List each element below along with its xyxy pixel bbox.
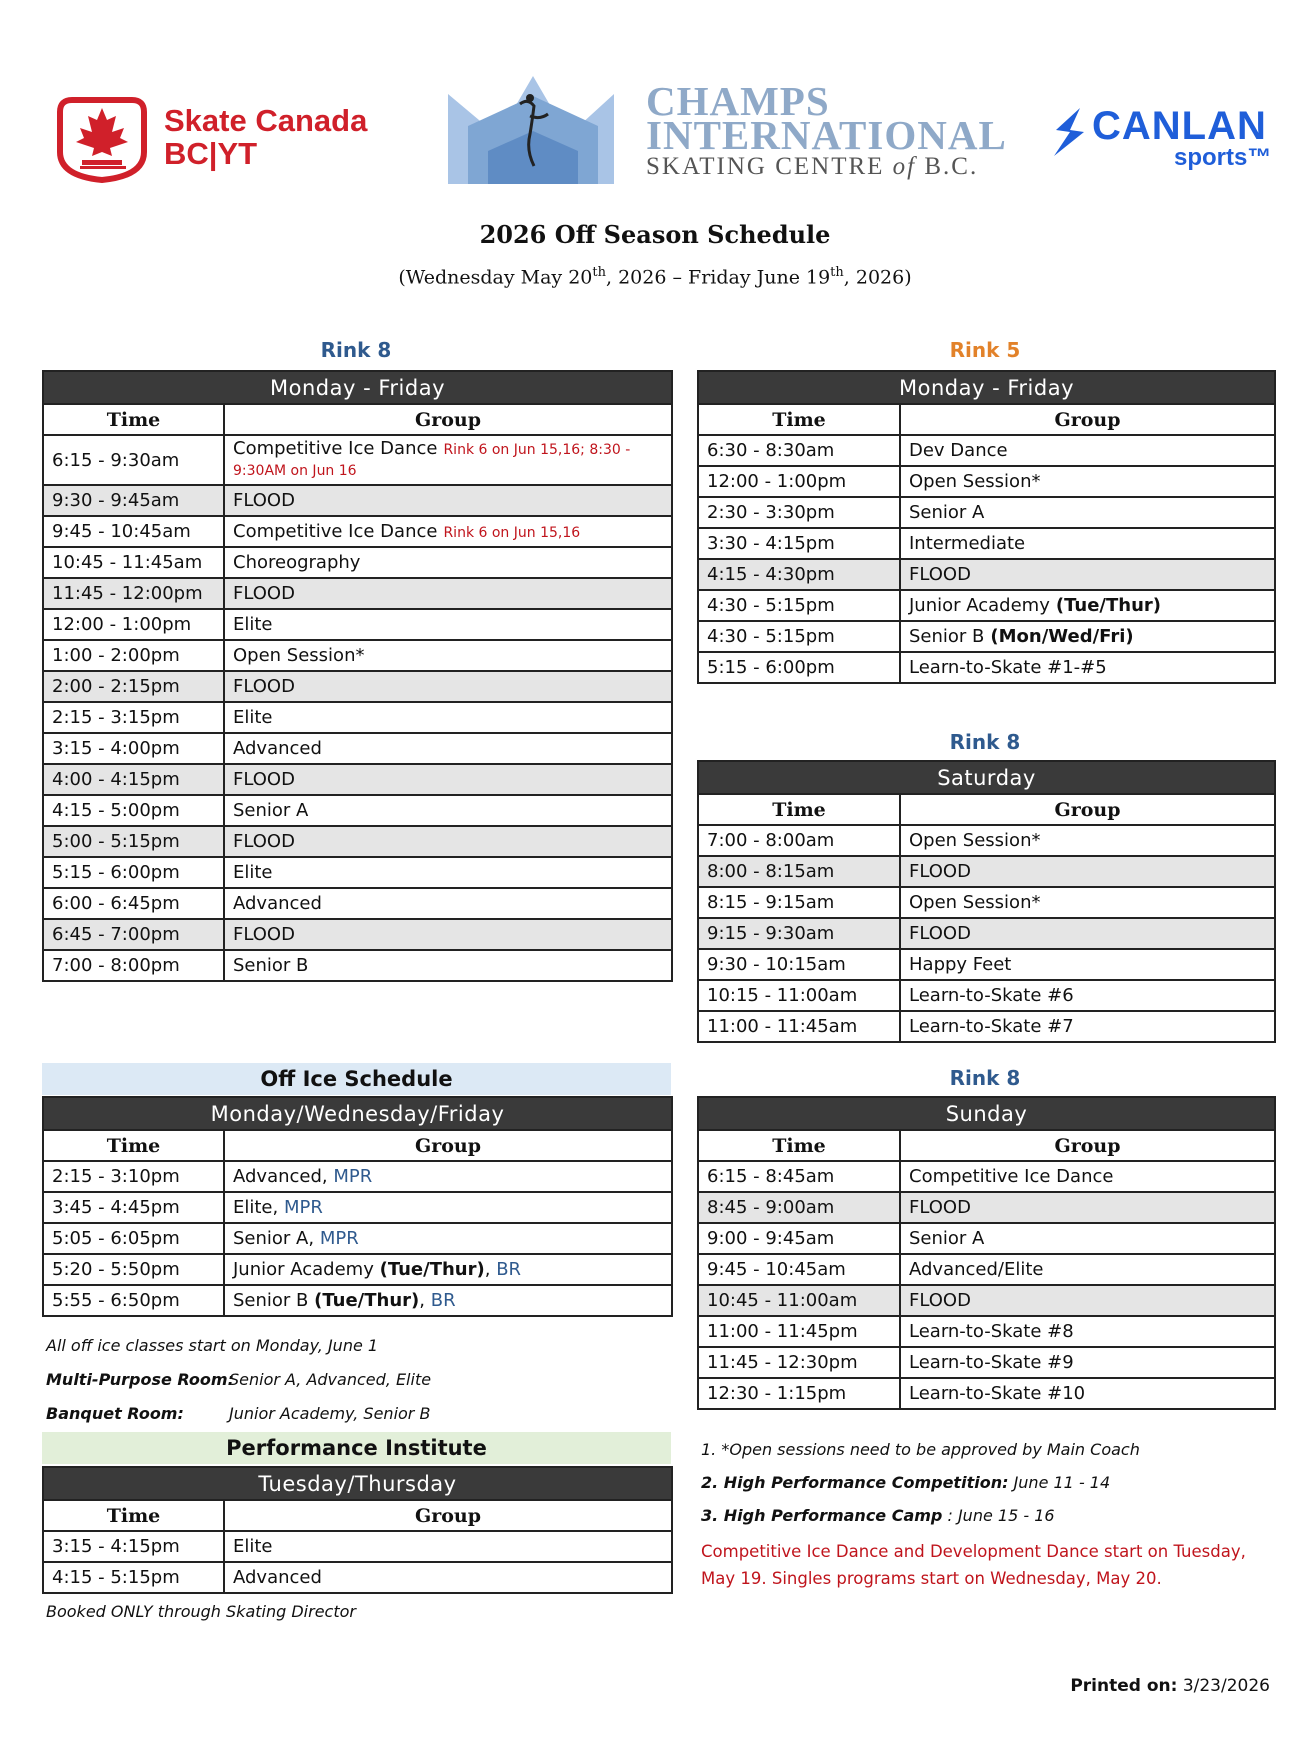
performance-note: Booked ONLY through Skating Director — [46, 1602, 356, 1621]
time-cell: 4:00 - 4:15pm — [43, 764, 224, 795]
time-cell: 5:00 - 5:15pm — [43, 826, 224, 857]
time-cell: 5:20 - 5:50pm — [43, 1254, 224, 1285]
time-cell: 9:45 - 10:45am — [43, 516, 224, 547]
time-cell: 12:30 - 1:15pm — [698, 1378, 900, 1409]
rink8-sunday-table — [697, 1096, 1276, 1410]
table-row — [43, 1285, 672, 1316]
time-cell: 7:00 - 8:00pm — [43, 950, 224, 981]
group-cell: Competitive Ice Dance Rink 6 on Jun 15,16; 8:30 - 9:30AM on Jun 16 — [224, 435, 672, 485]
time-cell: 3:15 - 4:15pm — [43, 1531, 224, 1562]
group-cell: Competitive Ice Dance Rink 6 on Jun 15,16 — [224, 516, 672, 547]
time-header: Time — [43, 404, 224, 435]
rink5-weekday-band: Monday - Friday — [698, 371, 1275, 404]
rink8-weekday-label: Rink 8 — [320, 338, 392, 362]
champs-line-3: SKATING CENTRE of B.C. — [646, 153, 979, 180]
table-row — [698, 621, 1275, 652]
time-cell: 4:15 - 4:30pm — [698, 559, 900, 590]
group-cell: FLOOD — [224, 919, 672, 950]
footnote-2: 2. High Performance Competition: June 11 - 14 — [701, 1473, 1111, 1492]
table-row — [43, 578, 672, 609]
table-row — [698, 1378, 1275, 1409]
table-row — [698, 466, 1275, 497]
performance-table — [42, 1466, 673, 1594]
group-cell: Intermediate — [900, 528, 1275, 559]
time-cell: 6:45 - 7:00pm — [43, 919, 224, 950]
group-cell: Junior Academy (Tue/Thur), BR — [224, 1254, 672, 1285]
table-row — [43, 1223, 672, 1254]
time-cell: 6:15 - 8:45am — [698, 1161, 900, 1192]
group-cell: Open Session* — [224, 640, 672, 671]
group-cell: Advanced — [224, 1562, 672, 1593]
page-title: 2026 Off Season Schedule — [479, 220, 831, 249]
group-header: Group — [900, 794, 1275, 825]
time-cell: 10:15 - 11:00am — [698, 980, 900, 1011]
group-cell: Open Session* — [900, 887, 1275, 918]
group-cell: FLOOD — [224, 671, 672, 702]
table-row — [698, 559, 1275, 590]
group-cell: Happy Feet — [900, 949, 1275, 980]
start-dates-note: Competitive Ice Dance and Development Dance start on Tuesday, May 19. Singles programs start on Wednesday, May 20. — [701, 1542, 1246, 1588]
group-cell: FLOOD — [900, 856, 1275, 887]
table-row — [698, 980, 1275, 1011]
group-cell: Learn-to-Skate #6 — [900, 980, 1275, 1011]
time-cell: 12:00 - 1:00pm — [43, 609, 224, 640]
group-cell: Elite — [224, 609, 672, 640]
group-cell: Elite — [224, 702, 672, 733]
room-code: MPR — [333, 1166, 373, 1187]
skate-canada-region: BC|YT — [164, 136, 258, 171]
group-header: Group — [224, 1500, 672, 1531]
off-ice-note: All off ice classes start on Monday, June 1 — [46, 1336, 379, 1355]
time-cell: 9:00 - 9:45am — [698, 1223, 900, 1254]
performance-label: Performance Institute — [42, 1432, 671, 1464]
off-ice-label: Off Ice Schedule — [42, 1063, 671, 1095]
group-cell: Elite — [224, 1531, 672, 1562]
skate-canada-logo — [52, 92, 372, 184]
table-row — [698, 825, 1275, 856]
time-cell: 1:00 - 2:00pm — [43, 640, 224, 671]
performance-band: Tuesday/Thursday — [43, 1467, 672, 1500]
rink-change-note: Rink 6 on Jun 15,16; 8:30 - 9:30AM on Jun 16 — [233, 442, 631, 479]
time-cell: 2:15 - 3:15pm — [43, 702, 224, 733]
group-cell: Senior B (Tue/Thur), BR — [224, 1285, 672, 1316]
time-cell: 4:15 - 5:00pm — [43, 795, 224, 826]
group-cell: Open Session* — [900, 466, 1275, 497]
time-cell: 7:00 - 8:00am — [698, 825, 900, 856]
time-cell: 12:00 - 1:00pm — [698, 466, 900, 497]
table-row — [43, 516, 672, 547]
rink8-saturday-band: Saturday — [698, 761, 1275, 794]
table-row — [698, 652, 1275, 683]
table-row — [43, 609, 672, 640]
table-row — [43, 1562, 672, 1593]
table-row — [698, 918, 1275, 949]
table-row — [698, 1347, 1275, 1378]
table-row — [43, 435, 672, 485]
br-note: Banquet Room: Junior Academy, Senior B — [46, 1404, 431, 1423]
time-cell: 9:30 - 10:15am — [698, 949, 900, 980]
time-cell: 5:15 - 6:00pm — [43, 857, 224, 888]
table-row — [43, 733, 672, 764]
table-row — [698, 497, 1275, 528]
time-header: Time — [43, 1130, 224, 1161]
group-cell: Advanced — [224, 888, 672, 919]
table-row — [698, 949, 1275, 980]
group-header: Group — [900, 1130, 1275, 1161]
group-cell: Advanced, MPR — [224, 1161, 672, 1192]
table-row — [698, 435, 1275, 466]
champs-line-2: INTERNATIONAL — [646, 112, 1007, 158]
time-cell: 11:00 - 11:45am — [698, 1011, 900, 1042]
table-row — [698, 856, 1275, 887]
time-cell: 11:00 - 11:45pm — [698, 1316, 900, 1347]
rink5-weekday-table — [697, 370, 1276, 684]
time-cell: 3:45 - 4:45pm — [43, 1192, 224, 1223]
group-cell: Junior Academy (Tue/Thur) — [900, 590, 1275, 621]
time-header: Time — [43, 1500, 224, 1531]
group-cell: Learn-to-Skate #8 — [900, 1316, 1275, 1347]
group-header: Group — [224, 1130, 672, 1161]
table-row — [698, 1316, 1275, 1347]
time-cell: 11:45 - 12:00pm — [43, 578, 224, 609]
time-cell: 10:45 - 11:00am — [698, 1285, 900, 1316]
time-cell: 10:45 - 11:45am — [43, 547, 224, 578]
table-row — [43, 702, 672, 733]
table-row — [698, 1161, 1275, 1192]
table-row — [43, 671, 672, 702]
printed-date: Printed on: 3/23/2026 — [1070, 1676, 1270, 1696]
maple-leaf-skate-icon — [52, 92, 152, 184]
group-cell: FLOOD — [224, 578, 672, 609]
room-code: MPR — [319, 1228, 359, 1249]
page-subtitle: (Wednesday May 20th, 2026 – Friday June 19th, 2026) — [398, 265, 912, 289]
group-cell: Learn-to-Skate #9 — [900, 1347, 1275, 1378]
room-code: MPR — [283, 1197, 323, 1218]
time-cell: 6:15 - 9:30am — [43, 435, 224, 485]
table-row — [43, 1254, 672, 1285]
table-row — [698, 1011, 1275, 1042]
group-cell: Senior A — [900, 497, 1275, 528]
table-row — [698, 1285, 1275, 1316]
time-cell: 9:45 - 10:45am — [698, 1254, 900, 1285]
canlan-word: CANLAN — [1092, 104, 1267, 148]
mountain-skater-icon — [448, 76, 614, 186]
footnote-3: 3. High Performance Camp : June 15 - 16 — [701, 1506, 1055, 1525]
time-cell: 3:15 - 4:00pm — [43, 733, 224, 764]
group-cell: FLOOD — [900, 1192, 1275, 1223]
group-cell: Senior B — [224, 950, 672, 981]
table-row — [698, 1192, 1275, 1223]
rink8-saturday-table — [697, 760, 1276, 1043]
table-row — [698, 887, 1275, 918]
time-cell: 2:00 - 2:15pm — [43, 671, 224, 702]
time-cell: 9:30 - 9:45am — [43, 485, 224, 516]
off-ice-table — [42, 1096, 673, 1317]
group-cell: Advanced — [224, 733, 672, 764]
group-cell: FLOOD — [224, 826, 672, 857]
group-cell: Senior A, MPR — [224, 1223, 672, 1254]
time-cell: 8:45 - 9:00am — [698, 1192, 900, 1223]
group-cell: Learn-to-Skate #7 — [900, 1011, 1275, 1042]
table-row — [43, 764, 672, 795]
group-cell: FLOOD — [900, 1285, 1275, 1316]
time-cell: 11:45 - 12:30pm — [698, 1347, 900, 1378]
time-cell: 8:00 - 8:15am — [698, 856, 900, 887]
group-cell: Advanced/Elite — [900, 1254, 1275, 1285]
group-header: Group — [224, 404, 672, 435]
table-row — [698, 528, 1275, 559]
time-cell: 5:15 - 6:00pm — [698, 652, 900, 683]
time-cell: 9:15 - 9:30am — [698, 918, 900, 949]
time-cell: 4:15 - 5:15pm — [43, 1562, 224, 1593]
canlan-logo — [1050, 100, 1270, 170]
rink8-sunday-label: Rink 8 — [949, 1066, 1021, 1090]
time-header: Time — [698, 794, 900, 825]
table-row — [43, 857, 672, 888]
group-cell: Open Session* — [900, 825, 1275, 856]
time-cell: 2:15 - 3:10pm — [43, 1161, 224, 1192]
time-cell: 5:55 - 6:50pm — [43, 1285, 224, 1316]
canlan-bolt-icon — [1050, 106, 1090, 158]
table-row — [698, 590, 1275, 621]
room-code: BR — [430, 1290, 456, 1311]
group-cell: FLOOD — [224, 764, 672, 795]
group-cell: Competitive Ice Dance — [900, 1161, 1275, 1192]
table-row — [43, 547, 672, 578]
table-row — [43, 950, 672, 981]
time-cell: 3:30 - 4:15pm — [698, 528, 900, 559]
group-cell: FLOOD — [900, 918, 1275, 949]
group-cell: Elite — [224, 857, 672, 888]
time-header: Time — [698, 1130, 900, 1161]
table-row — [698, 1254, 1275, 1285]
footnote-1: 1. *Open sessions need to be approved by Main Coach — [701, 1440, 1140, 1459]
group-cell: Learn-to-Skate #10 — [900, 1378, 1275, 1409]
time-cell: 4:30 - 5:15pm — [698, 621, 900, 652]
table-row — [43, 485, 672, 516]
mpr-note: Multi-Purpose Room: Senior A, Advanced, Elite — [46, 1370, 432, 1389]
rink8-weekday-table — [42, 370, 673, 982]
group-cell: Elite, MPR — [224, 1192, 672, 1223]
room-code: BR — [496, 1259, 522, 1280]
time-cell: 5:05 - 6:05pm — [43, 1223, 224, 1254]
rink-change-note: Rink 6 on Jun 15,16 — [443, 525, 581, 541]
rink8-sunday-band: Sunday — [698, 1097, 1275, 1130]
group-cell: Senior A — [224, 795, 672, 826]
group-cell: Senior A — [900, 1223, 1275, 1254]
table-row — [43, 640, 672, 671]
group-cell: Senior B (Mon/Wed/Fri) — [900, 621, 1275, 652]
champs-line-1: CHAMPS — [646, 78, 830, 124]
table-row — [43, 826, 672, 857]
group-cell: Learn-to-Skate #1-#5 — [900, 652, 1275, 683]
table-row — [43, 919, 672, 950]
skate-canada-name: Skate Canada — [164, 103, 368, 138]
time-cell: 4:30 - 5:15pm — [698, 590, 900, 621]
table-row — [698, 1223, 1275, 1254]
group-header: Group — [900, 404, 1275, 435]
champs-logo — [448, 76, 1008, 186]
table-row — [43, 1192, 672, 1223]
rink5-weekday-label: Rink 5 — [949, 338, 1021, 362]
off-ice-band: Monday/Wednesday/Friday — [43, 1097, 672, 1130]
canlan-sports: sports™ — [1174, 144, 1272, 171]
time-cell: 8:15 - 9:15am — [698, 887, 900, 918]
time-cell: 6:00 - 6:45pm — [43, 888, 224, 919]
rink8-weekday-band: Monday - Friday — [43, 371, 672, 404]
time-cell: 6:30 - 8:30am — [698, 435, 900, 466]
group-cell: FLOOD — [900, 559, 1275, 590]
table-row — [43, 1161, 672, 1192]
group-cell: FLOOD — [224, 485, 672, 516]
rink8-saturday-label: Rink 8 — [949, 730, 1021, 754]
group-cell: Dev Dance — [900, 435, 1275, 466]
table-row — [43, 1531, 672, 1562]
group-cell: Choreography — [224, 547, 672, 578]
table-row — [43, 795, 672, 826]
table-row — [43, 888, 672, 919]
time-cell: 2:30 - 3:30pm — [698, 497, 900, 528]
time-header: Time — [698, 404, 900, 435]
